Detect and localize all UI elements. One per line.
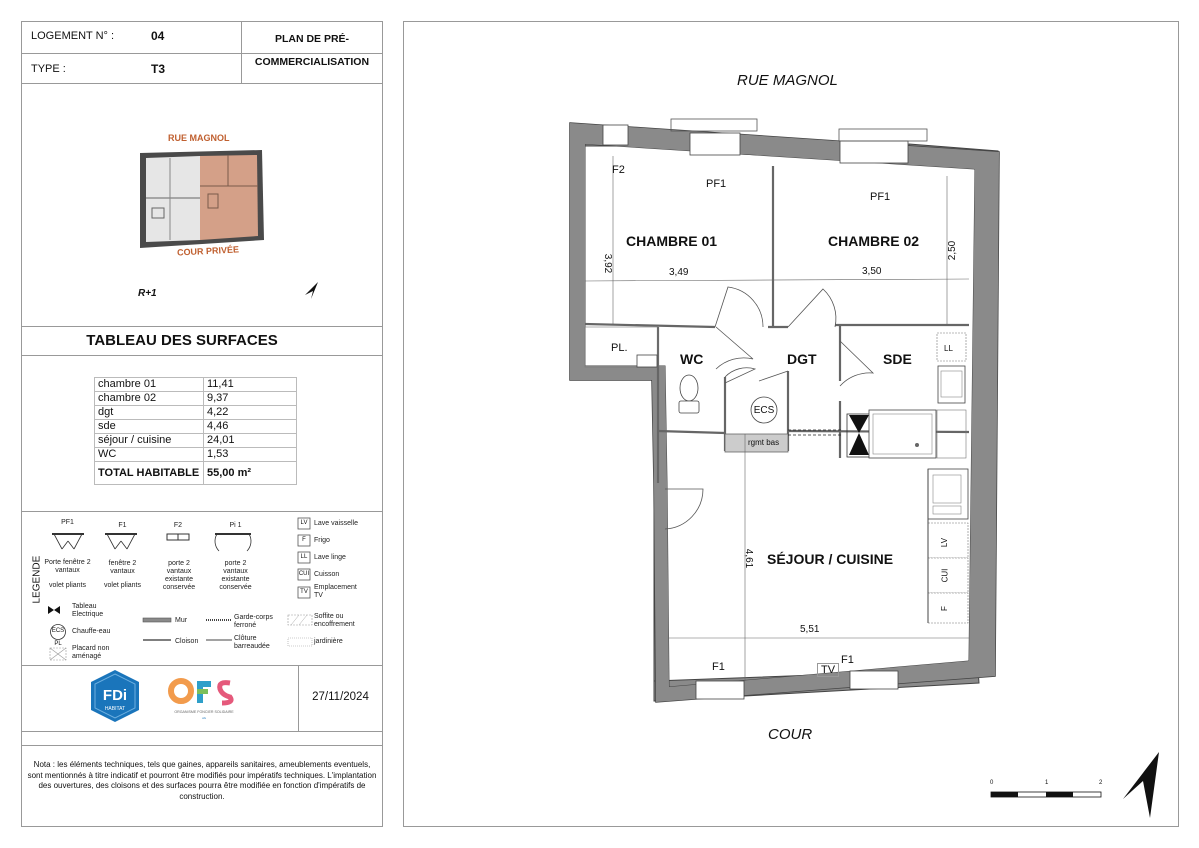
total-label: TOTAL HABITABLE bbox=[95, 462, 204, 485]
legend-cui-code: CUI bbox=[298, 571, 310, 577]
room-name: séjour / cuisine bbox=[95, 434, 204, 448]
plan-label-pf1-right: PF1 bbox=[870, 191, 891, 203]
legend-pf1-text2: volet pliants bbox=[49, 582, 86, 589]
plan-court-label: COUR bbox=[768, 726, 813, 743]
legend-tv-text: Emplacement TV bbox=[314, 584, 357, 599]
plan-title-line1: PLAN DE PRÉ- bbox=[274, 33, 350, 45]
surfaces-title: TABLEAU DES SURFACES bbox=[86, 332, 278, 349]
legend-f2-code: F2 bbox=[173, 522, 183, 529]
room-name: chambre 02 bbox=[95, 392, 204, 406]
dim-ch2-width: 3,50 bbox=[862, 266, 882, 277]
plan-label-ll: LL bbox=[944, 344, 953, 353]
plan-label-rgmt: rgmt bas bbox=[748, 438, 780, 447]
plan-label-lv: LV bbox=[940, 537, 950, 548]
plan-label-cui: CUI bbox=[940, 568, 950, 583]
dim-ch1-height: 3,92 bbox=[602, 253, 614, 274]
legend-garde-corps-text: Garde-corps ferroné bbox=[234, 614, 273, 629]
north-arrow-icon bbox=[1123, 752, 1159, 818]
legend-cloison-text: Cloison bbox=[175, 638, 199, 645]
plan-label-pf1-left: PF1 bbox=[706, 178, 727, 190]
legend-tableau-text: Tableau Electrique bbox=[72, 603, 104, 618]
plan-label-pl: PL. bbox=[611, 342, 628, 354]
level-label: R+1 bbox=[138, 288, 157, 299]
plan-label-tv: TV bbox=[817, 663, 839, 677]
plan-label-f1-right: F1 bbox=[841, 654, 854, 666]
legend-f1-text2: volet pliants bbox=[104, 582, 141, 589]
pi1-symbol-icon bbox=[213, 531, 253, 555]
ofs-logo-text: ofs bbox=[201, 716, 207, 720]
logement-value: 04 bbox=[151, 29, 165, 43]
toilet-icon bbox=[679, 375, 699, 413]
legend-ecs-text: Chauffe-eau bbox=[72, 628, 111, 635]
legend-cui-text: Cuisson bbox=[314, 571, 340, 578]
scale-bar bbox=[991, 792, 1101, 797]
table-row bbox=[95, 434, 297, 448]
room-label-chambre01: CHAMBRE 01 bbox=[626, 233, 718, 249]
legend-cloture-text: Clôture barreaudée bbox=[234, 635, 270, 650]
pf1-symbol-icon bbox=[50, 531, 86, 553]
fdi-logo-text: FDi bbox=[102, 687, 128, 704]
legend-pf1-text1: Porte fenêtre 2 vantaux bbox=[44, 559, 91, 574]
scale-0: 0 bbox=[990, 780, 994, 786]
table-row bbox=[95, 406, 297, 420]
legend-placard-text: Placard non aménagé bbox=[72, 645, 110, 660]
table-row bbox=[95, 448, 297, 462]
ofs-logo bbox=[168, 673, 240, 723]
room-name: WC bbox=[95, 448, 204, 462]
room-name: chambre 01 bbox=[95, 378, 204, 392]
room-name: dgt bbox=[95, 406, 204, 420]
mur-cloison-icon bbox=[142, 616, 172, 646]
plan-label-ecs: ECS bbox=[753, 405, 775, 416]
keyplan-court: COUR PRIVÉE bbox=[176, 244, 240, 258]
legend-f-code: F bbox=[302, 537, 306, 543]
plan-title-line2: COMMERCIALISATION bbox=[254, 56, 370, 68]
type-label: TYPE : bbox=[31, 63, 66, 75]
scale-2: 2 bbox=[1099, 780, 1103, 786]
total-row bbox=[95, 462, 297, 485]
legend-f1-code: F1 bbox=[118, 522, 127, 529]
dim-sejour-width: 5,51 bbox=[800, 624, 820, 635]
plan-street-label: RUE MAGNOL bbox=[737, 72, 838, 89]
dim-ch1-width: 3,49 bbox=[669, 267, 689, 278]
equipment-codes-icon bbox=[297, 517, 311, 609]
nota-text: Nota : les éléments techniques, tels que gaines, appareils sanitaires, ameublements eventuels, sont mentionnés à titre indicatif et pourront être modifiés pour impératifs techniques. L'implantation des ouvertures, des cloisons et des surfaces pourra être modifiée en fonction d'impératifs de construction. bbox=[27, 760, 377, 801]
room-label-dgt: DGT bbox=[787, 351, 817, 367]
room-area: 24,01 bbox=[204, 434, 297, 448]
legend-ll-code: LL bbox=[300, 554, 308, 560]
type-value: T3 bbox=[151, 62, 166, 76]
surfaces-table bbox=[94, 377, 297, 485]
fdi-logo-subtext: HABITAT bbox=[104, 706, 126, 712]
dim-sejour-height: 4,61 bbox=[743, 548, 755, 569]
total-value: 55,00 m² bbox=[204, 462, 297, 485]
room-name: sde bbox=[95, 420, 204, 434]
room-area: 4,22 bbox=[204, 406, 297, 420]
legend-ecs-code: ECS bbox=[51, 628, 65, 634]
legend-f2-text1: porte 2 vantaux existante conservée bbox=[162, 560, 196, 591]
room-area: 4,46 bbox=[204, 420, 297, 434]
legend-soffite-text: Soffite ou encoffrement bbox=[314, 613, 355, 628]
legend-pl-code: PL bbox=[54, 641, 62, 647]
plan-label-f2: F2 bbox=[612, 164, 625, 176]
legend-f-text: Frigo bbox=[314, 537, 330, 544]
floor-plan bbox=[403, 21, 1179, 827]
room-label-sde: SDE bbox=[883, 351, 912, 367]
legend-pi1-text1: porte 2 vantaux existante conservée bbox=[219, 560, 252, 591]
shower-tray bbox=[869, 410, 936, 458]
legend-ll-text: Lave linge bbox=[314, 554, 346, 561]
keyplan-street: RUE MAGNOL bbox=[168, 133, 230, 143]
bathroom-sink bbox=[938, 366, 965, 403]
legend-title: LEGENDE bbox=[31, 555, 43, 604]
room-area: 1,53 bbox=[204, 448, 297, 462]
plan-date: 27/11/2024 bbox=[312, 691, 369, 703]
legend-lv-code: LV bbox=[300, 520, 308, 526]
legend-pi1-code: Pi 1 bbox=[229, 522, 242, 529]
plan-label-f: F bbox=[939, 606, 949, 611]
table-row bbox=[95, 420, 297, 434]
legend-tv-code: TV bbox=[300, 589, 308, 595]
ofs-logo-subtext: ORGANISME FONCIER SOLIDAIRE bbox=[174, 710, 234, 714]
scale-1: 1 bbox=[1045, 780, 1049, 786]
dim-ch2-height: 2,50 bbox=[947, 240, 959, 261]
legend-pf1-code: PF1 bbox=[61, 519, 74, 526]
logement-label: LOGEMENT N° : bbox=[31, 30, 115, 42]
legend-lv-text: Lave vaisselle bbox=[314, 520, 358, 527]
f2-symbol-icon bbox=[166, 532, 190, 544]
legend-f1-text1: fenêtre 2 vantaux bbox=[108, 560, 137, 575]
room-label-chambre02: CHAMBRE 02 bbox=[828, 233, 920, 249]
table-row bbox=[95, 392, 297, 406]
fdi-logo bbox=[88, 668, 142, 724]
legend-mur-text: Mur bbox=[175, 617, 188, 624]
north-arrow-small-icon bbox=[303, 281, 321, 301]
room-area: 11,41 bbox=[204, 378, 297, 392]
table-row bbox=[95, 378, 297, 392]
f1-symbol-icon bbox=[103, 531, 139, 553]
garde-corps-cloture-icon bbox=[205, 616, 233, 646]
key-plan-unit bbox=[200, 155, 258, 240]
plan-label-f1-left: F1 bbox=[712, 661, 725, 673]
placard-icon bbox=[49, 647, 67, 661]
room-label-wc: WC bbox=[680, 351, 704, 367]
legend-jardiniere-text: jardinière bbox=[314, 638, 343, 645]
room-label-sejour: SÉJOUR / CUISINE bbox=[767, 551, 894, 567]
tableau-electrique-icon bbox=[47, 605, 61, 615]
soffite-jardiniere-icon bbox=[287, 614, 313, 650]
room-area: 9,37 bbox=[204, 392, 297, 406]
